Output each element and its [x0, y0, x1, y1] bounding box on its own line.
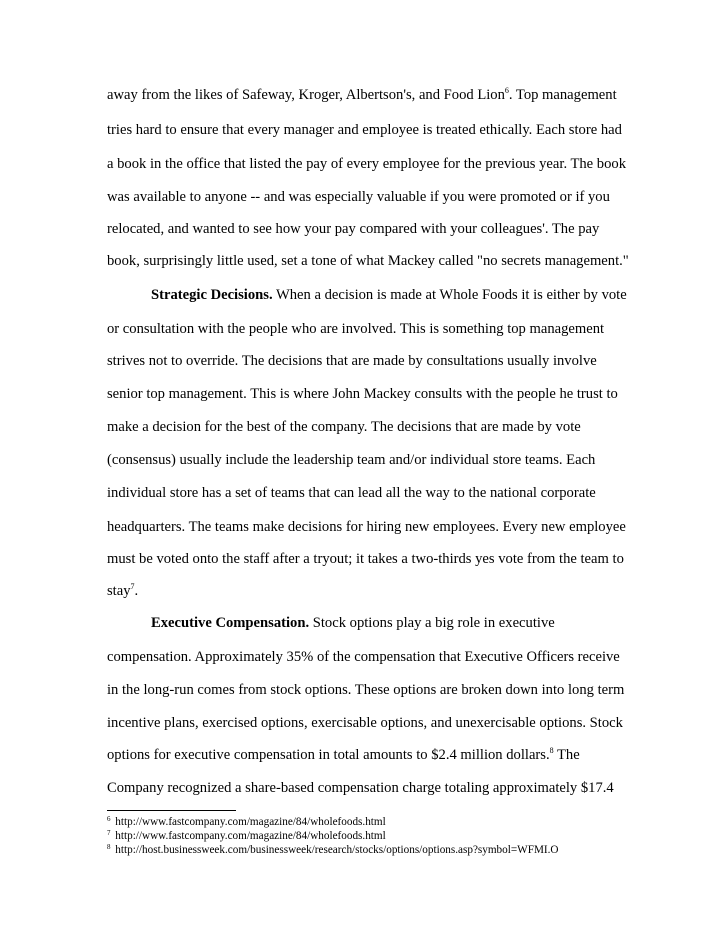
footnote-6 [107, 815, 386, 829]
body-line-9: strives not to override. The decisions that are made by consultations usually involve [107, 353, 597, 369]
footnote-link[interactable]: http://www.fastcompany.com/magazine/84/wholefoods.html [112, 816, 386, 828]
body-line-15: must be voted onto the staff after a tryout; it takes a two-thirds yes vote from the team to [107, 551, 624, 567]
body-line-11: make a decision for the best of the company. The decisions that are made by vote [107, 419, 581, 435]
footnote-number: 6 [107, 815, 111, 823]
body-line-16 [107, 582, 138, 600]
body-line-13: individual store has a set of teams that can lead all the way to the national corporate [107, 485, 596, 501]
footnote-8 [107, 843, 559, 857]
line-text-post: . Top management [508, 87, 617, 103]
footnote-ref-6[interactable]: 6 [504, 86, 509, 95]
footnote-link[interactable]: http://www.fastcompany.com/magazine/84/wholefoods.html [112, 830, 386, 842]
footnote-ref-8[interactable]: 8 [549, 746, 554, 755]
footnote-ref-7[interactable]: 7 [130, 582, 135, 591]
body-line-17 [107, 614, 555, 632]
footnote-separator [107, 810, 236, 811]
body-line-3: a book in the office that listed the pay of every employee for the previous year. The book [107, 156, 626, 172]
body-line-18: compensation. Approximately 35% of the compensation that Executive Officers receive [107, 649, 620, 665]
body-line-6: book, surprisingly little used, set a tone of what Mackey called "no secrets management." [107, 253, 629, 269]
body-line-20: incentive plans, exercised options, exercisable options, and unexercisable options. Stock [107, 715, 623, 731]
body-line-10: senior top management. This is where John Mackey consults with the people he trust to [107, 386, 618, 402]
line-text-pre: away from the likes of Safeway, Kroger, Albertson's, and Food Lion [107, 87, 505, 103]
body-line-22: Company recognized a share-based compensation charge totaling approximately $17.4 [107, 780, 614, 796]
body-line-4: was available to anyone -- and was especially valuable if you were promoted or if you [107, 189, 610, 205]
body-line-8: or consultation with the people who are involved. This is something top management [107, 321, 605, 337]
body-line-1 [107, 86, 617, 104]
line-text-post: . [134, 583, 139, 599]
body-line-2: tries hard to ensure that every manager and employee is treated ethically. Each store had [107, 122, 622, 138]
line-text: Stock options play a big role in executive [309, 615, 555, 631]
section-heading-strategic-decisions: Strategic Decisions. [151, 287, 273, 303]
body-line-7 [107, 286, 627, 304]
line-text-post: The [553, 747, 580, 763]
line-text: When a decision is made at Whole Foods it is either by vote [272, 287, 627, 303]
body-line-12: (consensus) usually include the leadership team and/or individual store teams. Each [107, 452, 596, 468]
body-line-21 [107, 746, 580, 764]
section-heading-executive-compensation: Executive Compensation. [151, 615, 310, 631]
footnote-number: 7 [107, 829, 111, 837]
body-line-5: relocated, and wanted to see how your pay compared with your colleagues'. The pay [107, 221, 600, 237]
footnote-number: 8 [107, 843, 111, 851]
footnote-link[interactable]: http://host.businessweek.com/businessweek/research/stocks/options/options.asp?symbol=WFMI.O [112, 844, 559, 856]
body-line-19: in the long-run comes from stock options. These options are broken down into long term [107, 682, 625, 698]
line-text-pre: stay [107, 583, 131, 599]
footnote-7 [107, 829, 386, 843]
body-line-14: headquarters. The teams make decisions for hiring new employees. Every new employee [107, 519, 626, 535]
line-text-pre: options for executive compensation in total amounts to $2.4 million dollars. [107, 747, 550, 763]
